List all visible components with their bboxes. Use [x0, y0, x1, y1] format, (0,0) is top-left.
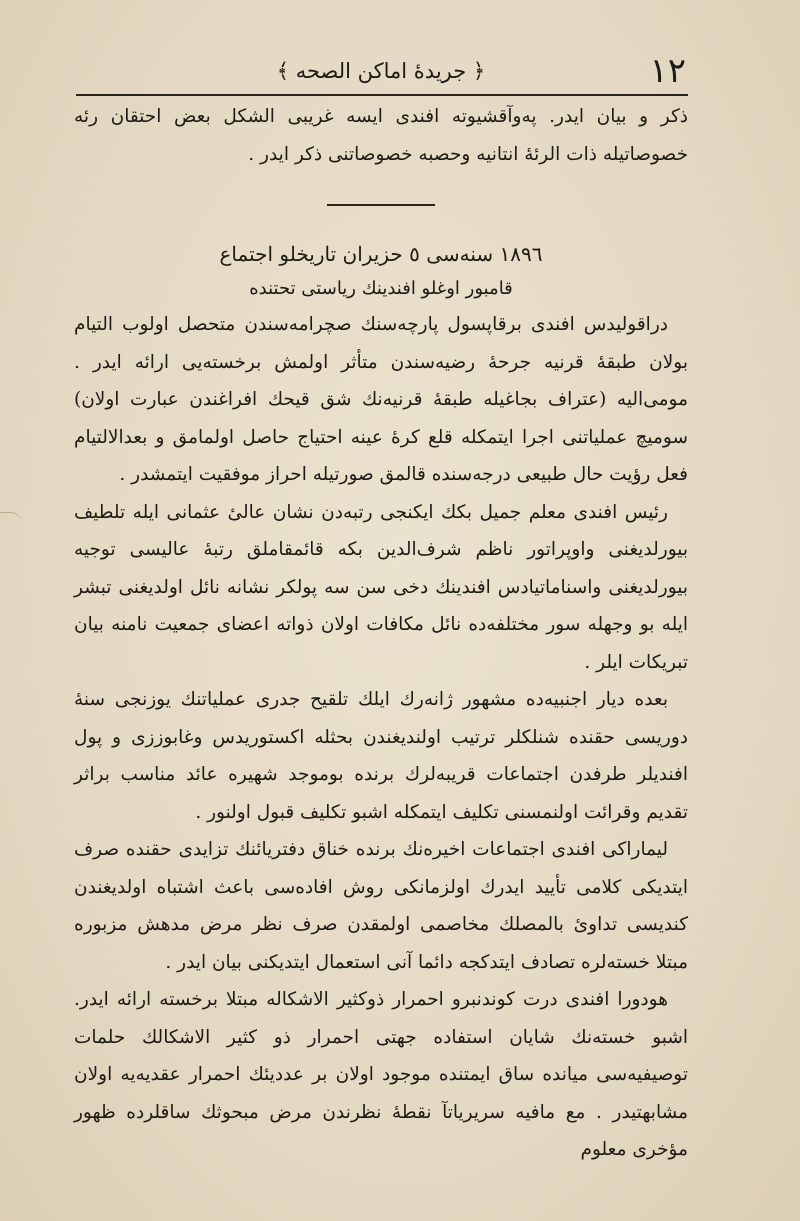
meeting-subheading: قامبور اوغلو افندينك رياستى تحتنده: [249, 278, 513, 299]
meeting-heading: ١٨٩٦ سنه‌سى ٥ حزيران تاريخلو اجتماع: [219, 242, 543, 266]
paper-edge-mark: [0, 512, 22, 527]
running-title: ﴿ جريدهٔ اماكن الصحه ﴾: [276, 59, 486, 83]
page-header: [76, 50, 686, 92]
paragraph-4: ليماراكى افندى اجتماعات اخيره‌نك برنده خناق دفتريائنك تزايدى حقنده صرف ايتديكى كلامى تأييد ايدرك اولزمانكى روش افاده‌سى باعث اشتباه اولديغندن كنديسى تداوىٔ بالمصلك مخاصمى اولمقدن صرف نظر مرض مدهش مزبوره مبتلا خسته‌لره تصادف ايتدكجه دائما آنى استعمال ايتديكنى بيان ايدر .: [74, 839, 688, 973]
intro-paragraph: ذكر و بيان ايدر. په‌وآقشيوته افندى ايسه غريبى الشكل بعض احتقان رئه خصوصاتيله ذات الرئهٔ انتانيه وحصبه خصوصاتنى ذكر ايدر .: [74, 106, 688, 165]
paragraph-3: بعده ديار اجنبيه‌ده مشهور ژانه‌رك ايلك تلقيح جدرى عملياتنك يوزنجى سنهٔ دوريسى حقنده شنلكلر ترتيب اولنديغندن بحثله اكستوريدس وغابوززى و پول افنديلر طرفدن اجتماعات قريبه‌لرك برنده بوموجد شهيره عائد مناسب براثر تقديم وقرائت اولنمسنى تكليف ايتمكله اشبو تكليف قبول اولنور .: [74, 689, 688, 823]
paragraph-2: رئيس افندى معلم جميل بكك ايكنجى رتبه‌دن نشان عالىٔ عثمانى ايله تلطيف بيورلديغنى واوپراتور ناظم شرف‌الدين بكه قائمقاملق رتبهٔ عاليسى توجيه بيورلديغنى واسناماتيادس افندينك دخى سن سه پولكر نشانه نائل اولديغنى تبشر ايله بو وجهله سور مختلفه‌ده نائل مكافات اولان ذواته اعضاى جمعيت نامنه بيان تبريكات ايلر .: [74, 501, 688, 673]
section-divider: [327, 204, 435, 206]
paragraph-5: هودورا افندى درت كوندنبرو احمرار ذوكثير الاشكاله مبتلا برخسته ارائه ايدر. اشبو خسته‌نك شايان استفاده جهتى احمرار ذو كثير الاشكالك حلمات توصيفيه‌سى ميانده ساق ايمتنده موجود اولان بر عدديئك احمرار عقديه‌يه اولان مشابهتيدر . مع مافيه سريرياتآ نقطهٔ نظرندن مرض مبحوثك ساقلرده ظهور مؤخرى معلوم: [74, 989, 688, 1160]
page-number: ١٢: [649, 51, 686, 91]
header-rule: [76, 94, 688, 96]
paragraph-1: دراقوليدس افندى برقاپسول پارچه‌سنك صچرامه‌سندن متحصل اولوب التيام بولان طبقهٔ قرنيه جرحهٔ رضيه‌سندن متأثر اولمش برخسته‌يى ارائه ايدر . مومى‌اليه (عتراف بجاغيله طبقهٔ قرنيه‌نك شق قيحك افراغندن عبارت اولان) سوميچ عملياتنى اجرا ايتمكله قلع كرهٔ عينه احتياج حاصل اولمامق و بعدالالتيام فعل رؤيت حال طبيعى درجه‌سنده قالمق صورتيله احراز موفقيت ايتمشدر .: [74, 314, 688, 485]
article-body: [74, 98, 688, 1169]
